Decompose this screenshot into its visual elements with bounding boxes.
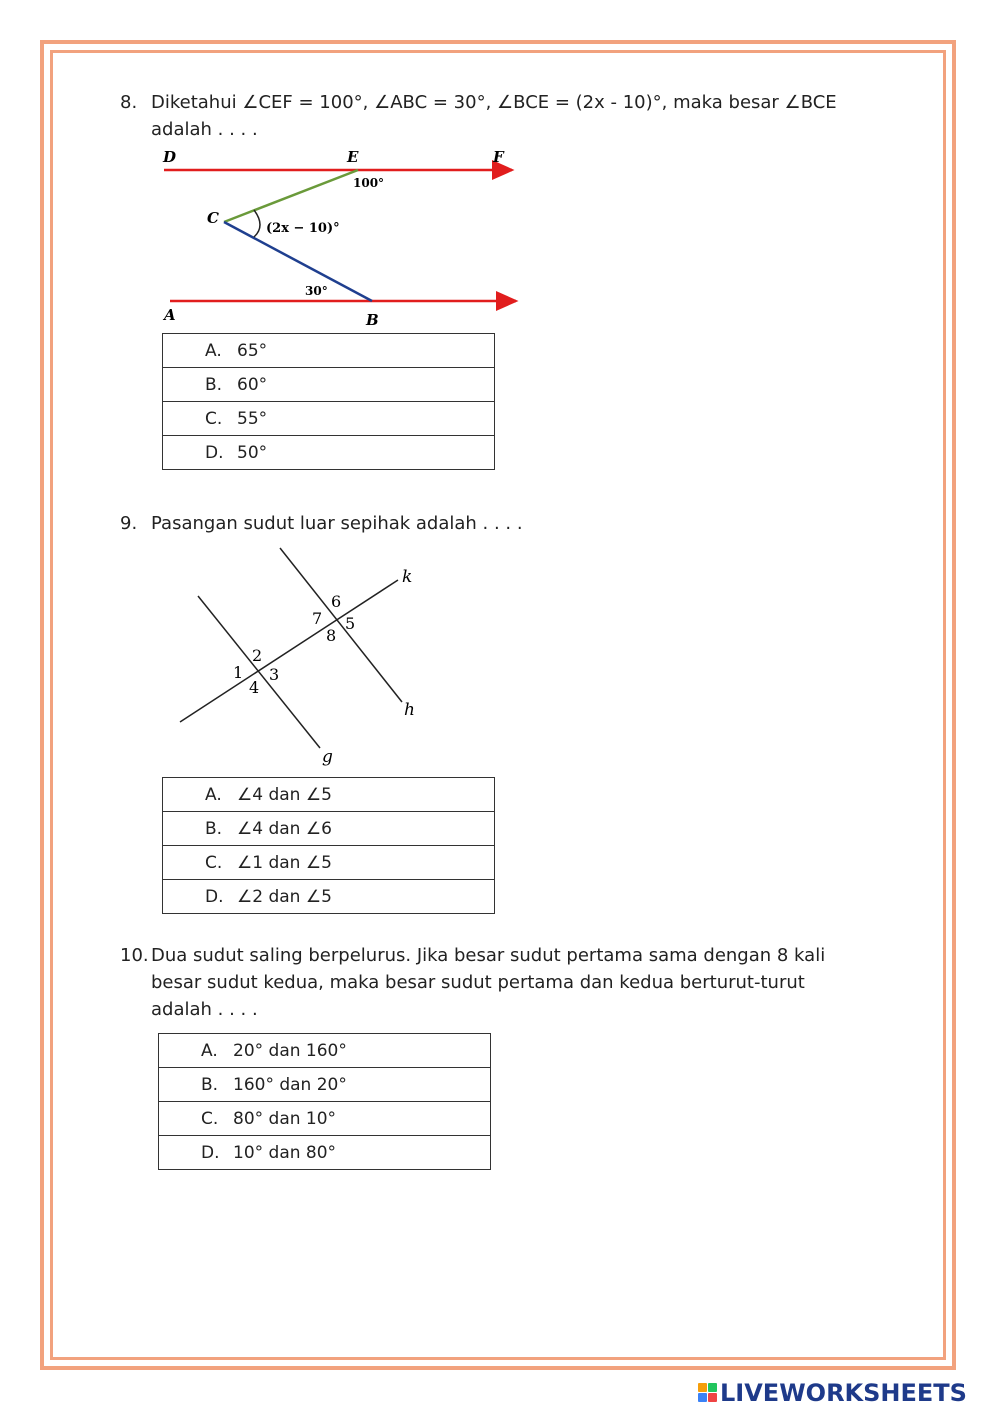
label-h: h	[404, 700, 415, 720]
logo-text: LIVEWORKSHEETS	[720, 1379, 967, 1407]
option-letter: B.	[205, 818, 223, 839]
angle-7: 7	[312, 609, 323, 628]
option-text: ∠1 dan ∠5	[237, 852, 332, 873]
angle-1: 1	[233, 663, 244, 682]
q8-number: 8.	[120, 92, 138, 113]
angle-3: 3	[269, 665, 280, 684]
option-text: 55°	[237, 408, 268, 429]
option-text: ∠2 dan ∠5	[237, 886, 332, 907]
segment-ce	[224, 170, 358, 222]
label-e: E	[347, 148, 359, 166]
label-k: k	[402, 567, 413, 587]
angle-2: 2	[252, 646, 263, 665]
option-letter: B.	[201, 1074, 219, 1095]
label-f: F	[493, 148, 504, 166]
option-letter: A.	[201, 1040, 218, 1061]
option-text: 160° dan 20°	[233, 1074, 347, 1095]
option-text: ∠4 dan ∠6	[237, 818, 332, 839]
q9-option-c[interactable]	[163, 846, 495, 880]
q10-text-line1: Dua sudut saling berpelurus. Jika besar sudut pertama sama dengan 8 kali	[151, 945, 826, 966]
liveworksheets-logo[interactable]	[698, 1380, 967, 1406]
q10-option-b[interactable]	[159, 1068, 491, 1102]
q9-figure	[170, 540, 430, 772]
angle-label-b: 30°	[305, 284, 328, 298]
q9-option-a[interactable]	[163, 778, 495, 812]
label-a: A	[164, 306, 176, 324]
angle-6: 6	[331, 592, 342, 611]
q8-text-line2: adalah . . . .	[151, 119, 258, 140]
angle-label-c: (2x − 10)°	[266, 221, 340, 236]
q8-figure	[150, 140, 540, 332]
option-text: 50°	[237, 442, 268, 463]
q10-number: 10.	[120, 945, 149, 966]
q9-options	[162, 777, 495, 914]
q10-option-a[interactable]	[159, 1034, 491, 1068]
option-text: 65°	[237, 340, 268, 361]
option-letter: B.	[205, 374, 223, 395]
q10-option-c[interactable]	[159, 1102, 491, 1136]
option-letter: D.	[205, 442, 224, 463]
option-text: 10° dan 80°	[233, 1142, 337, 1163]
option-letter: A.	[205, 784, 222, 805]
angle-4: 4	[249, 678, 260, 697]
option-text: 60°	[237, 374, 268, 395]
q8-options	[162, 333, 495, 470]
option-letter: C.	[205, 852, 223, 873]
q8-option-a[interactable]	[163, 334, 495, 368]
q8-option-b[interactable]	[163, 368, 495, 402]
angle-8: 8	[326, 626, 337, 645]
line-h	[280, 548, 402, 702]
angle-label-e: 100°	[353, 176, 385, 190]
option-letter: A.	[205, 340, 222, 361]
label-b: B	[366, 311, 379, 329]
label-c: C	[207, 209, 219, 227]
q9-option-b[interactable]	[163, 812, 495, 846]
liveworksheets-logo-icon	[698, 1383, 718, 1403]
option-text: ∠4 dan ∠5	[237, 784, 332, 805]
q8-text-line1: Diketahui ∠CEF = 100°, ∠ABC = 30°, ∠BCE = (2x - 10)°, maka besar ∠BCE	[151, 92, 837, 113]
q8-option-d[interactable]	[163, 436, 495, 470]
label-g: g	[322, 747, 333, 767]
angle-arc-c	[254, 210, 260, 237]
option-text: 20° dan 160°	[233, 1040, 347, 1061]
line-k	[180, 580, 398, 722]
angle-5: 5	[345, 614, 356, 633]
q9-number: 9.	[120, 513, 138, 534]
q10-text-line2: besar sudut kedua, maka besar sudut pertama dan kedua berturut-turut	[151, 972, 805, 993]
line-g	[198, 596, 323, 748]
label-d: D	[163, 148, 177, 166]
option-letter: D.	[205, 886, 224, 907]
q9-text-line1: Pasangan sudut luar sepihak adalah . . . .	[151, 513, 523, 534]
option-text: 80° dan 10°	[233, 1108, 337, 1129]
option-letter: C.	[201, 1108, 219, 1129]
q8-option-c[interactable]	[163, 402, 495, 436]
q10-text-line3: adalah . . . .	[151, 999, 258, 1020]
option-letter: C.	[205, 408, 223, 429]
q10-options	[158, 1033, 491, 1170]
option-letter: D.	[201, 1142, 220, 1163]
q10-option-d[interactable]	[159, 1136, 491, 1170]
q9-option-d[interactable]	[163, 880, 495, 914]
